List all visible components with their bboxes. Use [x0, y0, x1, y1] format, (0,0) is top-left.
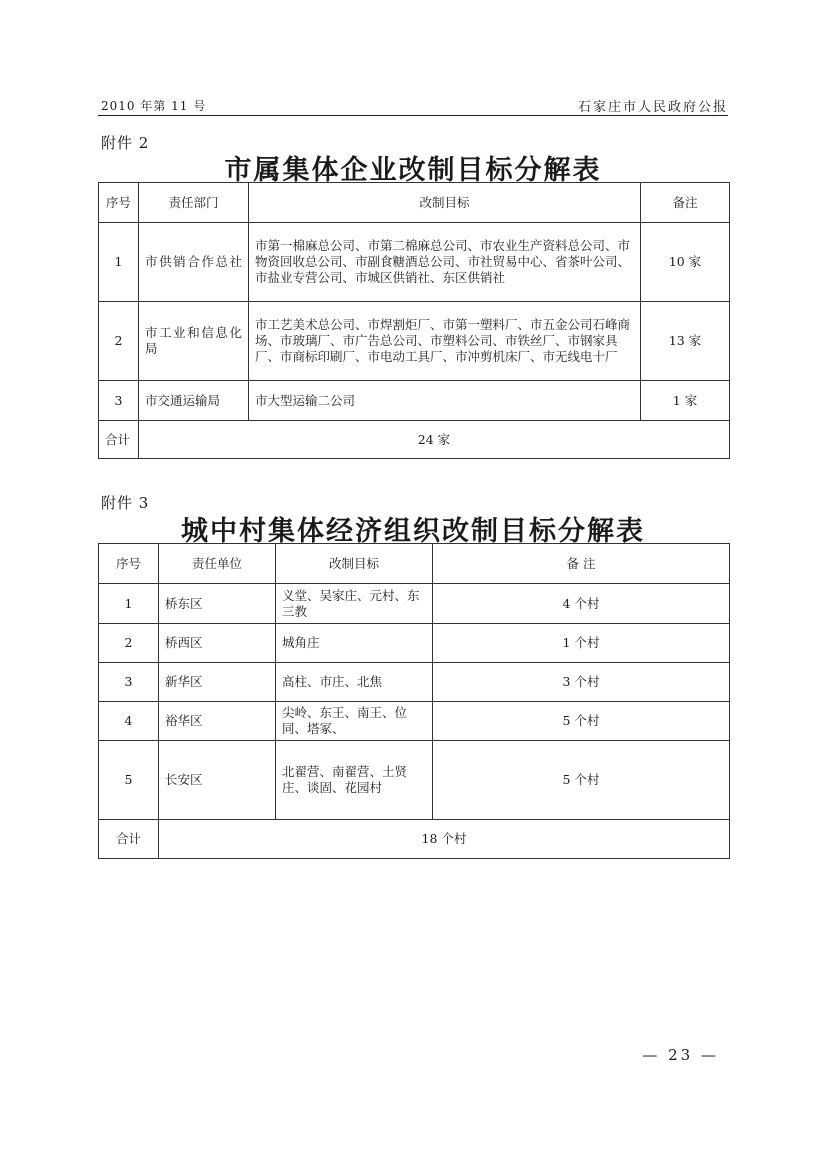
row-target: 高柱、市庄、北焦 [276, 663, 433, 702]
row-note: 4 个村 [433, 584, 730, 624]
header-target: 改制目标 [249, 183, 641, 223]
row-no: 2 [99, 302, 139, 381]
total-label: 合计 [99, 421, 139, 459]
row-target: 市第一棉麻总公司、市第二棉麻总公司、市农业生产资料总公司、市物资回收总公司、市副食糖酒总公司、市社贸易中心、省茶叶公司、市盐业专营公司、市城区供销社、东区供销社 [249, 223, 641, 302]
table-row [99, 302, 730, 381]
attachment-3-title: 城中村集体经济组织改制目标分解表 [181, 516, 645, 547]
row-dept: 市供销合作总社 [139, 223, 249, 302]
row-target: 市大型运输二公司 [249, 381, 641, 421]
header-unit: 责任单位 [159, 544, 276, 584]
row-note: 5 个村 [433, 741, 730, 820]
row-no: 1 [99, 223, 139, 302]
row-target: 义堂、吴家庄、元村、东三教 [276, 584, 433, 624]
row-unit: 桥西区 [159, 624, 276, 663]
table-row [99, 381, 730, 421]
row-no: 3 [99, 663, 159, 702]
row-no: 4 [99, 702, 159, 741]
header-note: 备 注 [433, 544, 730, 584]
row-no: 5 [99, 741, 159, 820]
total-value: 18 个村 [159, 820, 730, 859]
row-unit: 长安区 [159, 741, 276, 820]
table-row [99, 741, 730, 820]
enterprise-table [98, 182, 730, 459]
row-target: 尖岭、东王、南王、位同、塔冢、 [276, 702, 433, 741]
row-note: 10 家 [641, 223, 730, 302]
row-unit: 裕华区 [159, 702, 276, 741]
attachment-2-label: 附件 2 [101, 134, 150, 152]
table-row [99, 663, 730, 702]
table-row [99, 624, 730, 663]
row-note: 5 个村 [433, 702, 730, 741]
total-label: 合计 [99, 820, 159, 859]
table-header-row [99, 544, 730, 584]
table-row [99, 584, 730, 624]
row-dept: 市交通运输局 [139, 381, 249, 421]
row-target: 北翟营、南翟营、土贤庄、谈固、花园村 [276, 741, 433, 820]
row-no: 1 [99, 584, 159, 624]
row-unit: 桥东区 [159, 584, 276, 624]
row-no: 3 [99, 381, 139, 421]
header-no: 序号 [99, 183, 139, 223]
total-row [99, 421, 730, 459]
attachment-2-title: 市属集体企业改制目标分解表 [224, 155, 602, 186]
row-note: 13 家 [641, 302, 730, 381]
total-value: 24 家 [139, 421, 730, 459]
table-header-row [99, 183, 730, 223]
row-target: 城角庄 [276, 624, 433, 663]
attachment-3-label: 附件 3 [101, 494, 150, 512]
row-note: 3 个村 [433, 663, 730, 702]
page-number: — 23 — [642, 1046, 719, 1064]
table-row [99, 702, 730, 741]
row-dept: 市工业和信息化局 [139, 302, 249, 381]
publication-name: 石家庄市人民政府公报 [577, 100, 728, 115]
header-dept: 责任部门 [139, 183, 249, 223]
row-unit: 新华区 [159, 663, 276, 702]
row-no: 2 [99, 624, 159, 663]
table-row [99, 223, 730, 302]
header-note: 备注 [641, 183, 730, 223]
row-note: 1 个村 [433, 624, 730, 663]
header-no: 序号 [99, 544, 159, 584]
row-note: 1 家 [641, 381, 730, 421]
total-row [99, 820, 730, 859]
issue-number: 2010 年第 11 号 [101, 99, 207, 113]
header-target: 改制目标 [276, 544, 433, 584]
village-table [98, 543, 730, 859]
row-target: 市工艺美术总公司、市焊割炬厂、市第一塑料厂、市五金公司石峰商场、市玻璃厂、市广告总公司、市塑料公司、市铁丝厂、市钢家具厂、市商标印刷厂、市电动工具厂、市冲剪机床厂、市无线电十厂 [249, 302, 641, 381]
header-rule [98, 115, 728, 116]
